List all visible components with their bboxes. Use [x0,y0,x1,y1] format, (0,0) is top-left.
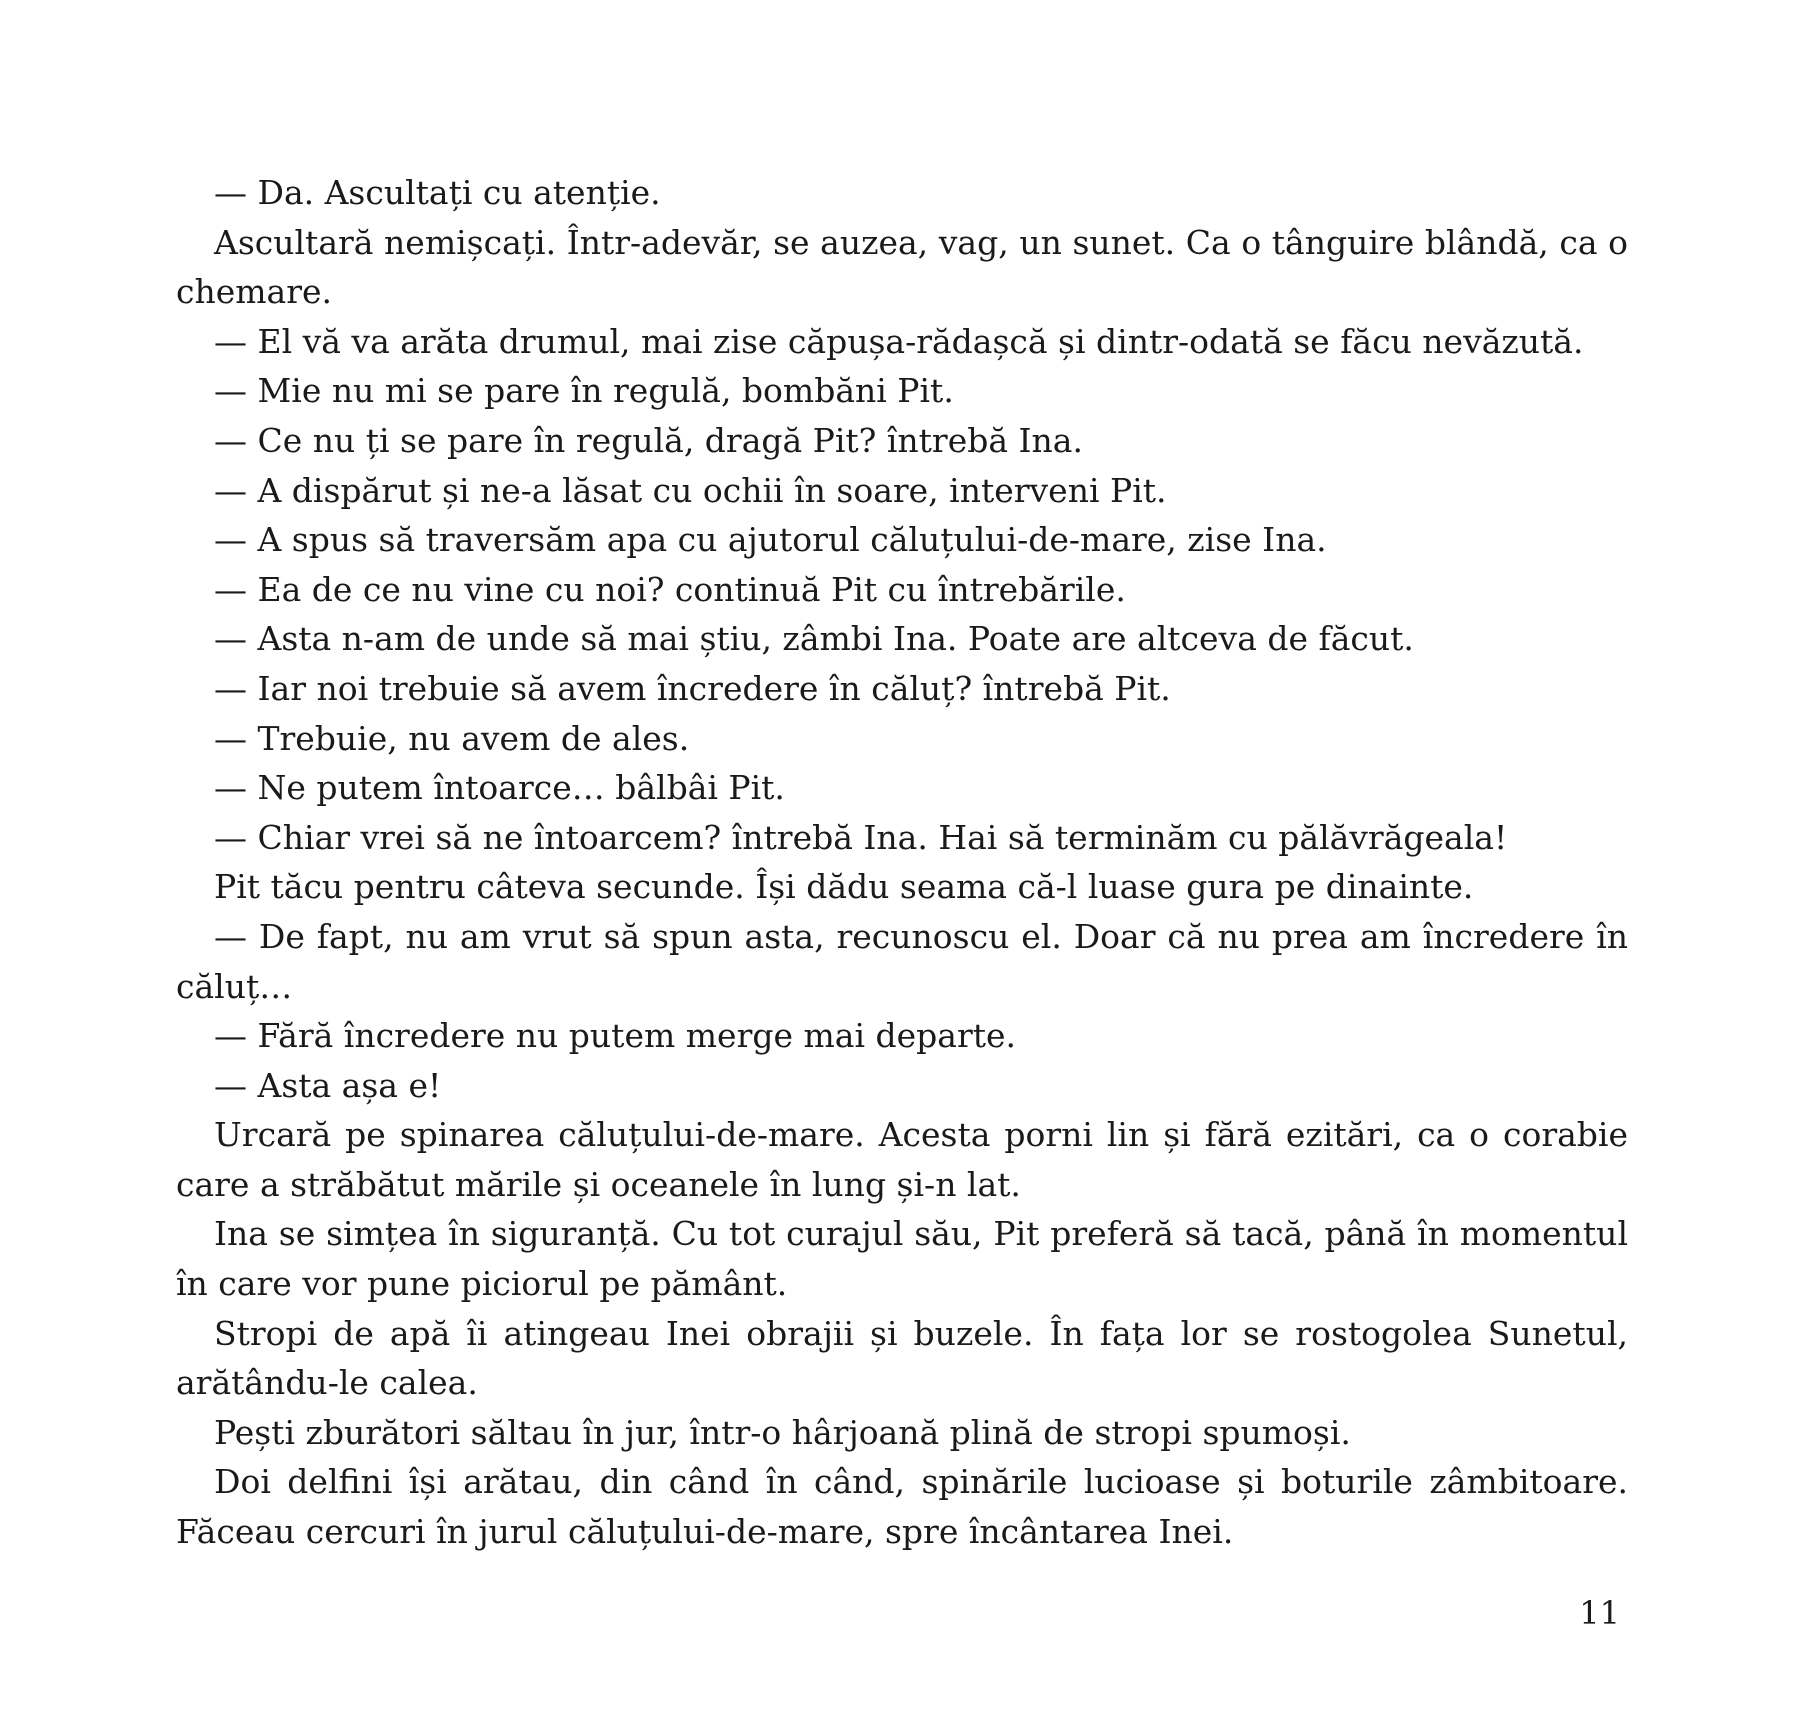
paragraph: — Trebuie, nu avem de ales. [214,718,690,758]
paragraph: — Asta așa e! [214,1065,442,1105]
paragraph: — Iar noi trebuie să avem încredere în căluț? întrebă Pit. [214,668,1171,708]
paragraph: — Fără încredere nu putem merge mai departe. [214,1016,1017,1056]
paragraph: Urcară pe spinarea căluțului-de-mare. Acesta porni lin și fără ezitări, ca o corabie care a străbătut mările și oceanele în lung și-n lat. [176,1115,1628,1204]
paragraph: — A dispărut și ne-a lăsat cu ochii în soare, interveni Pit. [214,470,1167,510]
paragraph: — Asta n-am de unde să mai știu, zâmbi Ina. Poate are altceva de făcut. [214,619,1414,659]
paragraph: — De fapt, nu am vrut să spun asta, recunoscu el. Doar că nu prea am încredere în căluț… [176,916,1628,1006]
paragraph: Pești zburători săltau în jur, într-o hârjoană plină de stropi spumoși. [214,1412,1351,1452]
paragraph: — Mie nu mi se pare în regulă, bombăni Pit. [214,371,954,411]
paragraph: Stropi de apă îi atingeau Inei obrajii și buzele. În fața lor se rostogolea Sunetul, arătându-le calea. [176,1313,1628,1403]
paragraph: — Ce nu ți se pare în regulă, dragă Pit? întrebă Ina. [214,420,1083,460]
body-text [176,168,1628,1557]
paragraph: Doi delfini își arătau, din când în când, spinările lucioase și boturile zâmbitoare. Făceau cercuri în jurul căluțului-de-mare, spre încântarea Inei. [176,1462,1628,1552]
paragraph: — Ea de ce nu vine cu noi? continuă Pit cu întrebările. [214,569,1126,609]
paragraph: — Da. Ascultați cu atenție. [214,173,661,212]
page-number: 11 [1579,1594,1620,1632]
paragraph: — Ne putem întoarce… bâlbâi Pit. [214,768,785,808]
paragraph: — Chiar vrei să ne întoarcem? întrebă Ina. Hai să terminăm cu pălăvrăgeala! [214,817,1508,857]
paragraph: — El vă va arăta drumul, mai zise căpușa-rădașcă și dintr-odată se făcu nevăzută. [214,321,1584,361]
paragraph: Pit tăcu pentru câteva secunde. Își dădu seama că-l luase gura pe dinainte. [214,867,1474,907]
paragraph: — A spus să traversăm apa cu ajutorul căluțului-de-mare, zise Ina. [214,520,1327,560]
paragraph: Ascultară nemișcați. Într-adevăr, se auzea, vag, un sunet. Ca o tânguire blândă, ca o chemare. [176,222,1628,312]
paragraph: Ina se simțea în siguranță. Cu tot curajul său, Pit preferă să tacă, până în momentul în care vor pune piciorul pe pământ. [176,1214,1628,1304]
